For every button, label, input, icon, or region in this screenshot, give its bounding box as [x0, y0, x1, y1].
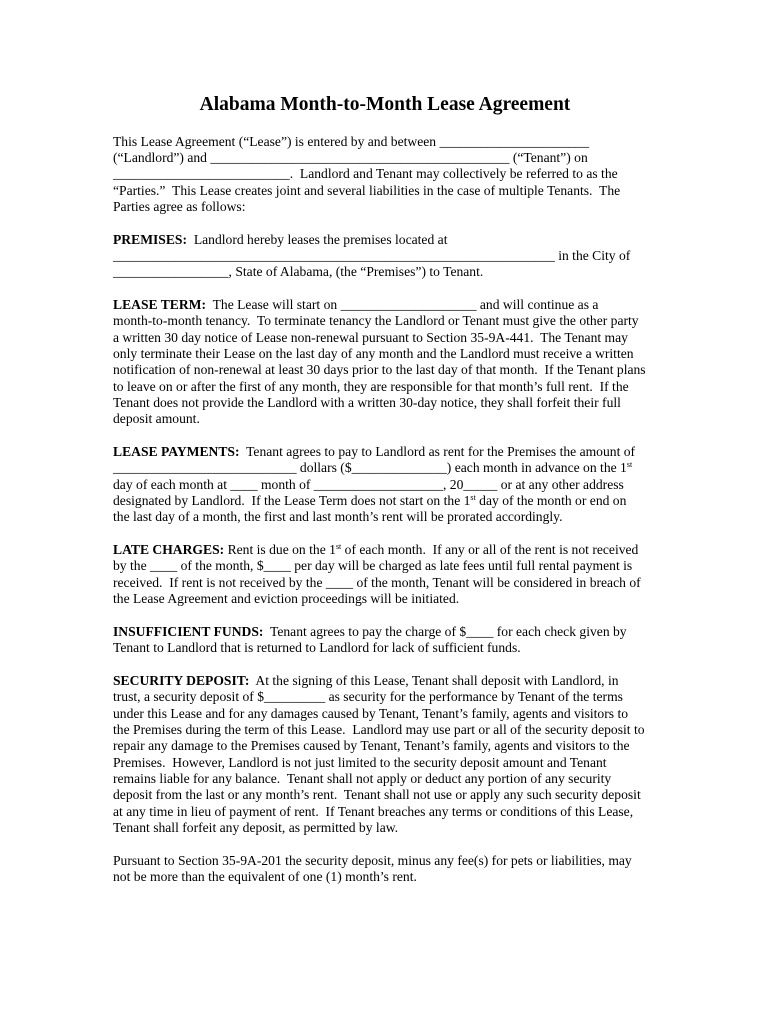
late-charges-line: [113, 542, 638, 558]
premises-text: Landlord hereby leases the premises located at: [187, 232, 448, 247]
lease-payments-text: Tenant agrees to pay to Landlord as rent for the Premises the amount of: [239, 444, 636, 459]
security-deposit-line: at any time in lieu of payment of rent. If Tenant breaches any terms or conditions of this Lease,: [113, 804, 634, 819]
security-deposit-line: [113, 673, 619, 689]
lease-term-line: a written 30 day notice of Lease non-renewal pursuant to Section 35-9A-441. The Tenant may: [113, 330, 628, 345]
security-deposit-line: trust, a security deposit of $_________ as security for the performance by Tenant of the terms: [113, 689, 623, 704]
pursuant-line: Pursuant to Section 35-9A-201 the security deposit, minus any fee(s) for pets or liabilities, may: [113, 853, 632, 868]
lease-term-line: deposit amount.: [113, 411, 200, 426]
lease-term-line: only terminate their Lease on the last day of any month and the Landlord must receive a written: [113, 346, 634, 361]
document-title: Alabama Month-to-Month Lease Agreement: [199, 94, 571, 115]
lease-payments-text: designated by Landlord. If the Lease Term does not start on the 1: [113, 493, 471, 508]
insufficient-funds-heading: INSUFFICIENT FUNDS:: [113, 624, 264, 639]
lease-term-line: [113, 297, 598, 313]
intro-line: This Lease Agreement (“Lease”) is entered by and between ______________________: [113, 134, 590, 149]
ordinal-suffix: st: [470, 493, 476, 502]
security-deposit-line: under this Lease and for any damages caused by Tenant, Tenant’s family, agents and visitors to: [113, 706, 629, 721]
insufficient-funds-line: Tenant to Landlord that is returned to Landlord for lack of sufficient funds.: [113, 640, 521, 655]
late-charges-line: received. If rent is not received by the ____ of the month, Tenant will be considered in breach of: [113, 575, 641, 590]
lease-term-line: notification of non-renewal at least 30 days prior to the last day of that month. If the Tenant plans: [113, 362, 646, 377]
late-charges-heading: LATE CHARGES:: [113, 542, 225, 557]
premises-line: _________________, State of Alabama, (the “Premises”) to Tenant.: [113, 264, 484, 279]
lease-term-heading: LEASE TERM:: [113, 297, 207, 312]
lease-term-line: month-to-month tenancy. To terminate tenancy the Landlord or Tenant must give the other party: [113, 313, 639, 328]
lease-payments-line: [113, 460, 632, 476]
intro-line: (“Landlord”) and ____________________________________________ (“Tenant”) on: [113, 150, 588, 165]
intro-line: __________________________. Landlord and Tenant may collectively be referred to as the: [113, 166, 618, 181]
lease-term-text: The Lease will start on ____________________ and will continue as a: [206, 297, 599, 312]
insufficient-funds-text: Tenant agrees to pay the charge of $____ for each check given by: [263, 624, 627, 639]
lease-term-line: to leave on or after the first of any month, they are responsible for that month’s full rent. If the: [113, 379, 629, 394]
security-deposit-line: the Premises during the term of this Lease. Landlord may use part or all of the security deposit to: [113, 722, 645, 737]
security-deposit-line: Premises. However, Landlord is not just limited to the security deposit amount and Tenant: [113, 755, 607, 770]
late-charges-text: of each month. If any or all of the rent is not received: [341, 542, 639, 557]
late-charges-line: by the ____ of the month, $____ per day will be charged as late fees until full rental payment is: [113, 558, 633, 573]
lease-payments-line: [113, 444, 635, 460]
lease-payments-heading: LEASE PAYMENTS:: [113, 444, 240, 459]
security-deposit-heading: SECURITY DEPOSIT:: [113, 673, 250, 688]
pursuant-line: not be more than the equivalent of one (1) month’s rent.: [113, 869, 417, 884]
security-deposit-line: repair any damage to the Premises caused by Tenant, Tenant’s family, agents and visitors to the: [113, 738, 630, 753]
lease-payments-line: day of each month at ____ month of ___________________, 20_____ or at any other address: [113, 477, 624, 492]
security-deposit-line: Tenant shall forfeit any deposit, as permitted by law.: [113, 820, 399, 835]
security-deposit-text: At the signing of this Lease, Tenant shall deposit with Landlord, in: [249, 673, 619, 688]
intro-line: Parties agree as follows:: [113, 199, 246, 214]
lease-payments-text: day of the month or end on: [475, 493, 627, 508]
lease-payments-text: ___________________________ dollars ($______________) each month in advance on the 1: [113, 460, 627, 475]
lease-payments-line: the last day of a month, the first and last month’s rent will be prorated accordingly.: [113, 509, 563, 524]
late-charges-line: the Lease Agreement and eviction proceedings will be initiated.: [113, 591, 460, 606]
premises-heading: PREMISES:: [113, 232, 188, 247]
ordinal-suffix: st: [335, 542, 342, 551]
intro-line: “Parties.” This Lease creates joint and several liabilities in the case of multiple Tenants. The: [113, 183, 621, 198]
lease-term-line: Tenant does not provide the Landlord with a written 30-day notice, they shall forfeit their full: [113, 395, 621, 410]
insufficient-funds-line: [113, 624, 627, 640]
late-charges-text: Rent is due on the 1: [224, 542, 336, 557]
security-deposit-line: remains liable for any balance. Tenant shall not apply or deduct any portion of any security: [113, 771, 612, 786]
security-deposit-line: deposit from the last or any month’s rent. Tenant shall not use or apply any such security deposit: [113, 787, 641, 802]
premises-line: [113, 232, 447, 248]
ordinal-suffix: st: [626, 460, 633, 469]
lease-payments-line: [113, 493, 626, 509]
premises-line: _________________________________________________________________ in the City of: [113, 248, 631, 263]
